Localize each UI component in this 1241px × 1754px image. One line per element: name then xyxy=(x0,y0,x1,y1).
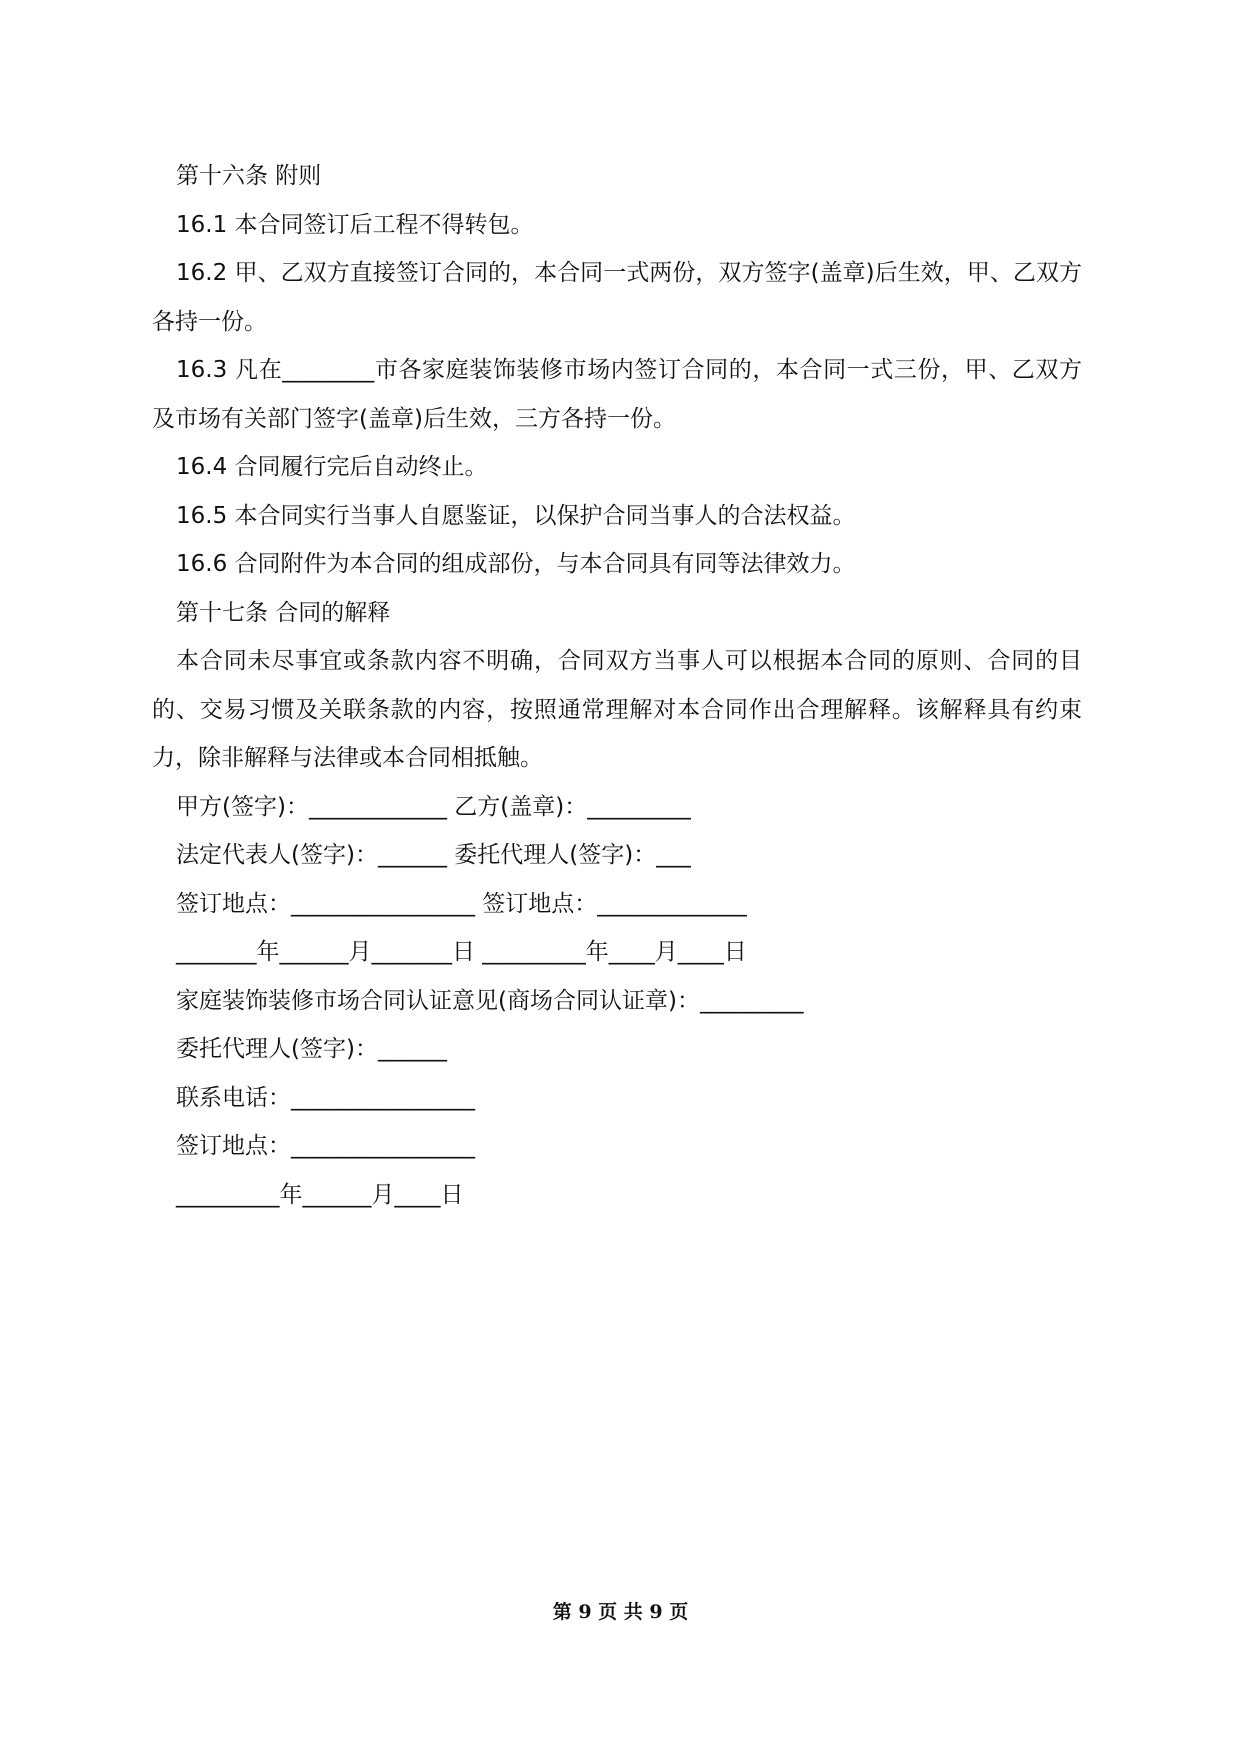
market-agent-line: 委托代理人(签字)：______ xyxy=(176,1036,447,1062)
clause-16-2: 16.2 甲、乙双方直接签订合同的，本合同一式两份，双方签字(盖章)后生效，甲、乙双方各持一份。 xyxy=(152,260,1082,335)
clause-16-4: 16.4 合同履行完后自动终止。 xyxy=(176,454,488,480)
signature-line-parties: 甲方(签字)：____________ 乙方(盖章)：_________ xyxy=(176,793,691,820)
article-16-heading: 第十六条 附则 xyxy=(176,163,322,189)
document-body xyxy=(152,152,1082,1219)
clause-16-5: 16.5 本合同实行当事人自愿鉴证，以保护合同当事人的合法权益。 xyxy=(176,502,856,529)
page-number-footer: 第 9 页 共 9 页 xyxy=(552,1601,689,1623)
market-phone-line: 联系电话：________________ xyxy=(176,1084,475,1111)
market-date-line: _________年______月____日 xyxy=(176,1181,464,1208)
signature-line-locations: 签订地点：________________ 签订地点：_____________ xyxy=(176,890,747,917)
article-17-body: 本合同未尽事宜或条款内容不明确，合同双方当事人可以根据本合同的原则、合同的目的、交易习惯及关联条款的内容，按照通常理解对本合同作出合理解释。该解释具有约束力，除非解释与法律或本合同相抵触。 xyxy=(152,648,1082,771)
signature-line-representatives: 法定代表人(签字)：______ 委托代理人(签字)：___ xyxy=(176,842,691,868)
signature-line-dates: _______年______月_______日 _________年____月____日 xyxy=(176,939,747,965)
market-certification-line: 家庭装饰装修市场合同认证意见(商场合同认证章)：_________ xyxy=(176,987,804,1014)
article-17-heading: 第十七条 合同的解释 xyxy=(176,599,391,626)
clause-16-1: 16.1 本合同签订后工程不得转包。 xyxy=(176,211,534,238)
clause-16-6: 16.6 合同附件为本合同的组成部份，与本合同具有同等法律效力。 xyxy=(176,551,856,577)
clause-16-3: 16.3 凡在________市各家庭装饰装修市场内签订合同的，本合同一式三份，甲、乙双方及市场有关部门签字(盖章)后生效，三方各持一份。 xyxy=(152,357,1082,432)
market-location-line: 签订地点：________________ xyxy=(176,1133,475,1159)
